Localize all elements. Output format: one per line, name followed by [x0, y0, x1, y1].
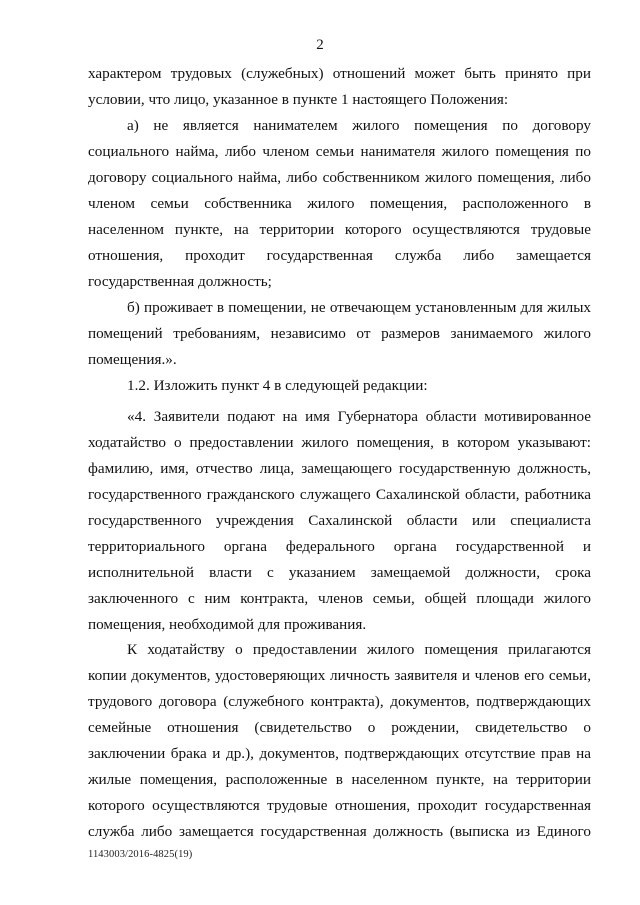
text-line: членом семьи собственника жилого помещения, расположенного в [88, 195, 591, 212]
text-line: заключении брака и др.), документов, подтверждающих отсутствие прав на [88, 745, 591, 762]
text-line: характером трудовых (служебных) отношений может быть принято при [88, 65, 591, 82]
text-line: б) проживает в помещении, не отвечающем установленным для жилых [127, 299, 591, 316]
text-line: ходатайство о предоставлении жилого помещения, в котором указывают: [88, 434, 591, 451]
text-line: К ходатайству о предоставлении жилого помещения прилагаются [127, 641, 591, 658]
text-line: трудового договора (служебного контракта), документов, подтверждающих [88, 693, 591, 710]
text-line: помещения, необходимой для проживания. [88, 616, 367, 633]
text-line: помещений требованиям, независимо от размеров занимаемого жилого [88, 325, 591, 342]
text-line: отношения, проходит государственная служба либо замещается [88, 247, 591, 264]
text-line: которого осуществляются трудовые отношения, проходит государственная [88, 797, 591, 814]
document-code: 1143003/2016-4825(19) [88, 849, 193, 860]
text-line: заключенного с ним контракта, членов семьи, общей площади жилого [88, 590, 591, 607]
text-line: государственного учреждения Сахалинской области или специалиста [88, 512, 591, 529]
text-line: условии, что лицо, указанное в пункте 1 настоящего Положения: [88, 91, 509, 108]
text-line: социального найма, либо членом семьи нанимателя жилого помещения по [88, 143, 591, 160]
text-line: государственная должность; [88, 273, 272, 290]
text-line: фамилию, имя, отчество лица, замещающего государственную должность, [88, 460, 591, 477]
text-line: «4. Заявители подают на имя Губернатора области мотивированное [127, 408, 591, 425]
text-line: помещения.». [88, 351, 177, 368]
text-line: а) не является нанимателем жилого помещения по договору [127, 117, 591, 134]
text-line: территориального органа федерального органа государственной и [88, 538, 591, 555]
text-line: служба либо замещается государственная должность (выписка из Единого [88, 823, 591, 840]
text-line: государственного гражданского служащего Сахалинской области, работника [88, 486, 591, 503]
text-line: населенном пункте, на территории которого осуществляются трудовые [88, 221, 591, 238]
text-line: исполнительной власти с указанием замещаемой должности, срока [88, 564, 591, 581]
text-line: семейные отношения (свидетельство о рождении, свидетельство о [88, 719, 591, 736]
text-line: договору социального найма, либо собственником жилого помещения, либо [88, 169, 591, 186]
text-line: 1.2. Изложить пункт 4 в следующей редакции: [127, 377, 428, 394]
text-line: жилые помещения, расположенные в населенном пункте, на территории [88, 771, 591, 788]
text-line: копии документов, удостоверяющих личность заявителя и членов его семьи, [88, 667, 591, 684]
page-number: 2 [316, 37, 324, 53]
